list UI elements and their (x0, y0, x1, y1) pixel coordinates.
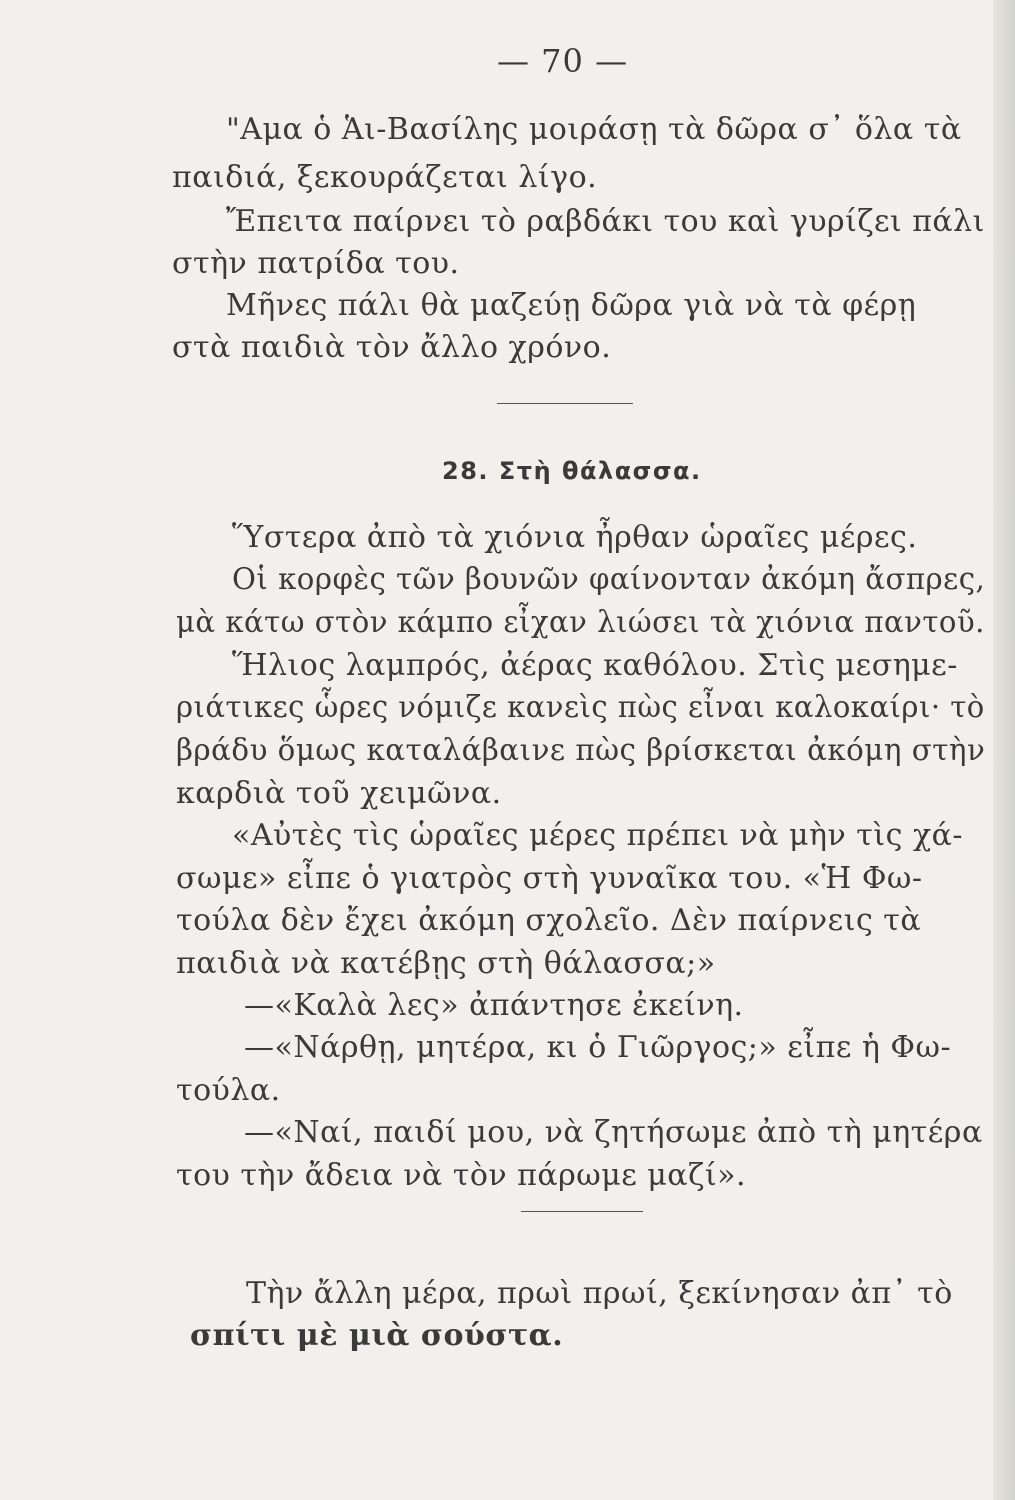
page-spine-shadow (993, 0, 1015, 1500)
paragraph-line: του τὴν ἄδεια νὰ τὸν πάρωμε μαζί». (176, 1158, 746, 1193)
paragraph-line: στὰ παιδιὰ τὸν ἄλλο χρόνο. (172, 330, 612, 365)
paragraph-line: σωμε» εἶπε ὁ γιατρὸς στὴ γυναῖκα του. «Ἡ Φω- (176, 861, 923, 896)
paragraph-line: τούλα. (176, 1073, 281, 1108)
paragraph-line: καρδιὰ τοῦ χειμῶνα. (176, 776, 502, 811)
paragraph-line: ριάτικες ὧρες νόμιζε κανεὶς πὼς εἶναι καλοκαίρι· τὸ (176, 690, 985, 725)
section-divider (521, 1211, 643, 1212)
paragraph-line: Ὕστερα ἀπὸ τὰ χιόνια ἦρθαν ὡραῖες μέρες. (232, 520, 918, 555)
paragraph-line: —«Καλὰ λες» ἀπάντησε ἐκείνη. (244, 988, 744, 1023)
paragraph-line: Τὴν ἄλλη μέρα, πρωὶ πρωί, ξεκίνησαν ἀπ᾽ τὸ (246, 1276, 953, 1311)
paragraph-line: Ἔπειτα παίρνει τὸ ραβδάκι του καὶ γυρίζει πάλι (226, 204, 985, 239)
paragraph-line: σπίτι μὲ μιὰ σούστα. (190, 1318, 564, 1353)
paragraph-line: παιδιά, ξεκουράζεται λίγο. (172, 160, 598, 195)
paragraph-line: —«Νάρθῃ, μητέρα, κι ὁ Γιῶργος;» εἶπε ἡ Φω- (244, 1030, 952, 1065)
paragraph-line: «Αὐτὲς τὶς ὡραῖες μέρες πρέπει νὰ μὴν τὶς χά- (232, 818, 964, 853)
paragraph-line: μὰ κάτω στὸν κάμπο εἶχαν λιώσει τὰ χιόνια παντοῦ. (176, 605, 985, 640)
paragraph-line: Μῆνες πάλι θὰ μαζεύῃ δῶρα γιὰ νὰ τὰ φέρῃ (226, 288, 917, 323)
paragraph-line: στὴν πατρίδα του. (172, 246, 460, 281)
paragraph-line: —«Ναί, παιδί μου, νὰ ζητήσωμε ἀπὸ τὴ μητέρα (244, 1115, 983, 1150)
page-number: — 70 — (497, 42, 629, 80)
paragraph-line: βράδυ ὅμως καταλάβαινε πὼς βρίσκεται ἀκόμη στὴν (176, 733, 986, 768)
paragraph-line: Ἥλιος λαμπρός, ἀέρας καθόλου. Στὶς μεσημε- (232, 648, 958, 683)
section-heading: 28. Στὴ θάλασσα. (442, 457, 702, 485)
paragraph-line: παιδιὰ νὰ κατέβῃς στὴ θάλασσα;» (176, 946, 716, 981)
paragraph-line: τούλα δὲν ἔχει ἀκόμη σχολεῖο. Δὲν παίρνεις τὰ (176, 903, 922, 938)
paragraph-line: Οἱ κορφὲς τῶν βουνῶν φαίνονταν ἀκόμη ἄσπρες, (232, 562, 986, 597)
section-divider (497, 403, 633, 404)
paragraph-line: "Αμα ὁ Ἁι-Βασίλης μοιράσῃ τὰ δῶρα σ᾽ ὅλα τὰ (226, 112, 962, 147)
